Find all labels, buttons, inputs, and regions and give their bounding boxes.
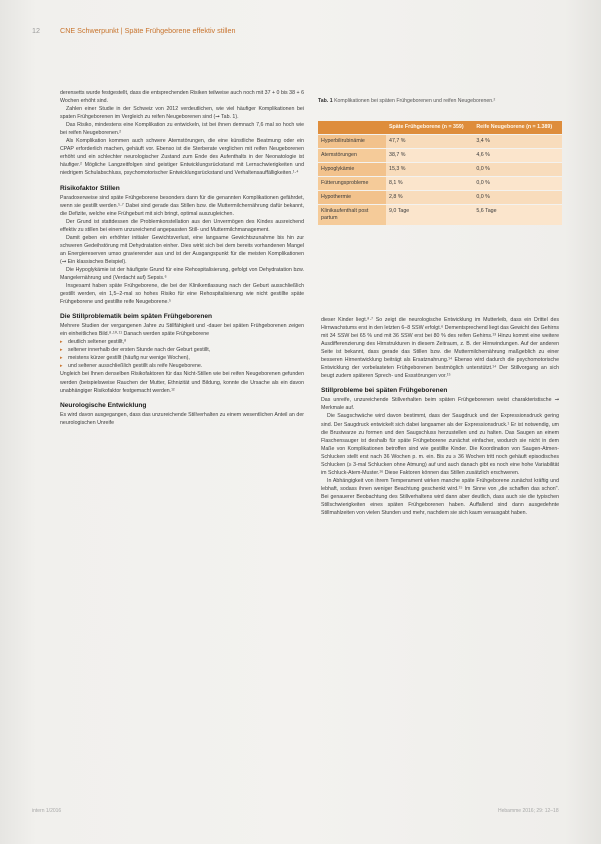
page-number: 12 xyxy=(32,26,40,35)
list-item: ▸ und seltener ausschließlich gestillt als reife Neugeborene. xyxy=(60,362,304,370)
table-caption xyxy=(318,98,562,105)
list-item: ▸ meistens kürzer gestillt (häufig nur wenige Wochen), xyxy=(60,354,304,362)
table-row xyxy=(318,135,562,149)
paragraph: Es wird davon ausgegangen, dass das unzureichende Stillverhalten zu einem wesentlichen Anteil an der neurologischen Unreife xyxy=(60,411,304,426)
left-column xyxy=(60,89,304,427)
table-cell: Fütterungsprobleme xyxy=(318,177,386,191)
footer-left: intern 1/2016 xyxy=(32,808,62,814)
footer-right: Hebamme 2016; 29: 12–18 xyxy=(498,808,559,814)
paragraph: derensetts wurde festgestellt, dass die entsprechenden Risiken teilweise auch noch mit 37 + 0 bis 38 + 6 Wochen erhöht sind. xyxy=(60,90,304,105)
running-title: CNE Schwerpunkt | Späte Frühgeborene effektiv stillen xyxy=(60,26,236,35)
table-row xyxy=(318,191,562,205)
paragraph: Das Risiko, mindestens eine Komplikation zu entwickeln, ist bei ihnen demnach 7,6 mal so hoch wie bei reifen Neugeborenen.² xyxy=(60,122,304,137)
paragraph: Die Saugschwäche wird davon bestimmt, dass der Saugdruck und der Expressionsdruck gering sind. Der Saugdruck entwickelt sich dabei langsamer als der Expressionsdruck.¹ Er ist notwendig, um die Brustwarze zu formen und den Saugschluss herzustellen und zu halten. Das Saugen an einem Flaschensauger ist deshalb für späte Frühgeborene zunächst einfacher, wodurch sie nicht in dem Maße von Komplikationen betroffen sind wie gestillte Kinder. Die Koordination von Saugen-Atmen-Schlucken stellt erst nach 36 Wochen p. m. ein. Bis zu ≥ 36 Wochen tritt noch gehäuft episodisches Schlucken (≥ 3-mal Schlucken ohne Atmung) auf und auch danach gibt es noch eine hohe Variabilität im Schluck-Atem-Muster.¹⁶ Diese Faktoren können das Stillen zusätzlich erschweren. xyxy=(321,413,559,476)
paragraph: Mehrere Studien der vergangenen Jahre zu Stillfähigkeit und -dauer bei späten Frühgeborenen zeigen ein einheitliches Bild.⁸·¹⁰·¹¹ Danach werden späte Frühgeborene xyxy=(60,323,304,338)
paragraph: Zahlen einer Studie in der Schweiz von 2012 verdeutlichen, wie viel häufiger Komplikationen bei spaten Frühgeborenen im Vergleich zu reifen Neugeborenen sind (➞ Tab. 1). xyxy=(60,106,304,121)
list-item: ▸ deutlich seltener gestillt,⁸ xyxy=(60,338,304,346)
paragraph: In Abhängigkeit von ihrem Temperament wirken manche späte Frühgeborene zunächst kräftig und lebhaft, sodass ihnen weniger Beachtung geschenkt wird.¹⁵ Im Sinne von „die schaffen das schon". Bei genauerer Beobachtung des Stillverhaltens wird dann aber deutlich, dass auch sie die typischen Stillschwierigkeiten eines späten Frühgeborenen haben. Auffallend sind dann ausgedehnte Stillmahlzeiten von vielen Stunden und mehr, nachdem sie sich kaum verausgabt haben. xyxy=(321,477,559,517)
running-header xyxy=(32,26,236,35)
table-cell: 0,0 % xyxy=(473,191,562,205)
table-header-row xyxy=(318,121,562,135)
list-item: ▸ seltener innerhalb der ersten Stunde nach der Geburt gestillt, xyxy=(60,346,304,354)
table-cell: 4,6 % xyxy=(473,149,562,163)
paragraph: Das unreife, unzureichende Stillverhalten beim späten Frühgeborenen weist charakteristische ➞ Merkmale auf. xyxy=(321,397,559,412)
table-caption-text: Komplikationen bei späten Frühgeborenen und reifen Neugeborenen.² xyxy=(334,98,496,104)
table-cell: 15,3 % xyxy=(386,163,473,177)
table-cell: 0,0 % xyxy=(473,177,562,191)
table-header-cell: Reife Neugeborene (n = 1.389) xyxy=(473,121,562,135)
table-cell: 38,7 % xyxy=(386,149,473,163)
section-heading: Risikofaktor Stillen xyxy=(60,184,120,192)
table-row xyxy=(318,149,562,163)
table-cell: Klinikaufenthalt post partum xyxy=(318,205,386,226)
table-cell: Hypoglykämie xyxy=(318,163,386,177)
table-cell: Hypothermie xyxy=(318,191,386,205)
paragraph: dieser Kinder liegt.⁸·⁷ So zeigt die neurologische Entwicklung im Mutterleib, dass ein Drittel des Hirnwachstums erst in den letzten 6–8 SSW erfolgt.⁶ Dementsprechend liegt das Gewicht des Gehirns mit 34 SSW bei 65 % und mit 36 SSW erst bei 80 % des reifen Gehirns.¹³ Hinzu kommt eine weitere Ausdifferenzierung des Hirnstrukturen in diesem Zeitraum, z. B. der Hirnwindungen. Auf der anderen Seite ist bekannt, dass gerade das Stillen bzw. die Muttermilchernährung maßgeblich zu einer besseren Hirnentwicklung beiträgt als Ersatznahrung.¹⁴ Ebenso wird dadurch die psychomotorische Entwicklung der vorbelasteten Frühgeborenen bestmöglich unterstützt.¹⁴ Der Stillvorgang an sich beugt zudem späteren Sprech- und Essstörungen vor.¹⁵ xyxy=(321,317,559,380)
paragraph: Paradoxerweise sind späte Frühgeborene besonders dann für die genannten Komplikationen gefährdet, wenn sie gestillt werden.⁵·⁷ Dabei sind gerade das Stillen bzw. die Muttermilchernährung dafür bekannt, die Defizite, welche eine Frühgeburt mit sich bringt, optimal auszugleichen. xyxy=(60,194,304,217)
table-cell: 2,8 % xyxy=(386,191,473,205)
paragraph: Die Hypoglykämie ist der häufigste Grund für eine Rehospitalisierung, gefolgt von Dehydratation bzw. Mangelernährung und (Verdacht auf) Sepsis.⁶ xyxy=(60,266,304,281)
bullet-list xyxy=(60,338,304,370)
section-heading: Die Stillproblematik beim späten Frühgeborenen xyxy=(60,313,213,321)
table-cell: 9,0 Tage xyxy=(386,205,473,226)
table-cell: Hyperbilirubinämie xyxy=(318,135,386,149)
section-heading: Stillprobleme bei späten Frühgeborenen xyxy=(321,387,448,395)
table-cell: 5,6 Tage xyxy=(473,205,562,226)
table-row xyxy=(318,177,562,191)
paragraph: Der Grund ist stattdessen die Problemkonstellation aus den Unvermögen des Kindes ausreichend effektiv zu stillen bei einem unzureichend angepassten Still- und Muttermilchmanagement. xyxy=(60,218,304,233)
table-cell: Atemstörungen xyxy=(318,149,386,163)
table-label: Tab. 1 xyxy=(318,98,333,104)
right-column xyxy=(321,316,559,517)
complications-table xyxy=(318,121,562,225)
table-cell: 8,1 % xyxy=(386,177,473,191)
table-header-cell: Späte Frühgeborene (n = 359) xyxy=(386,121,473,135)
table-row xyxy=(318,163,562,177)
paragraph: Damit geben ein erhöhter initialer Gewichtsverlust, eine langsame Gewichtszunahme bis hin zur schweren Gedeihstörung mit Dehydratation einher. Dies wirkt sich bei dem bereits vorhandenen Mangel an Energiereserven umso gravierender aus und ist der Ausgangspunkt für die meisten Komplikationen (➞ Ein klassisches Beispiel). xyxy=(60,234,304,265)
paragraph: Ungleich bei Ihnen denselben Risikofaktoren für das Nicht-Stillen wie bei reifen Neugeborenen gefunden werden (beispielsweise Rauchen der Mutter, Ethnizität und Bildung, konnte die Ursache als ein davon unabhängiger Risikofaktor festgemacht werden.¹² xyxy=(60,371,304,394)
paragraph: Als Komplikation kommen auch schwere Atemstörungen, die eine künstliche Beatmung oder ein CPAP erforderlich machen, gehäuft vor. Ebenso ist die Sterberate verglichen mit reifen Neugeborenen erhöht und ein schlechter neurologischer Zustand zum Ende des Aufenthalts in der Neonatologie ist häufiger.² Mögliche Langzeitfolgen sind geistiger Entwicklungsrückstand mit Lernschwierigkeiten und niedrigem Schulabschluss, psychomotorischer Entwicklungsrückstand und Verhaltensauffälligkeiten.¹·⁴ xyxy=(60,138,304,177)
table-cell: 0,0 % xyxy=(473,163,562,177)
table-cell: 47,7 % xyxy=(386,135,473,149)
table-header-cell xyxy=(318,121,386,135)
table-row xyxy=(318,205,562,226)
paragraph: Insgesamt haben späte Frühgeborene, die bei der Klinikentlassung nach der Geburt ausschließlich gestillt werden, ein 1,5–2-mal so hohes Risiko für eine Rehospitalisierung wie nicht gestillte späte Frühgeborene und gestillte reife Neugeborene.⁵ xyxy=(60,283,304,306)
table-cell: 3,4 % xyxy=(473,135,562,149)
section-heading: Neurologische Entwicklung xyxy=(60,401,147,409)
